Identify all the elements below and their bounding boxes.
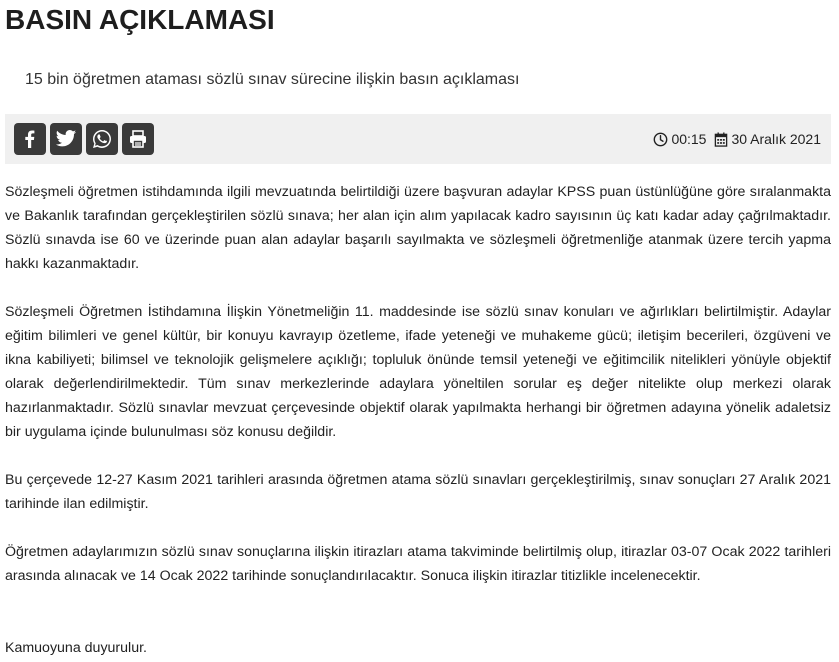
share-twitter-button[interactable]	[50, 123, 82, 155]
article-paragraph: Sözleşmeli öğretmen istihdamında ilgili mevzuatında belirtildiği üzere başvuran adaylar KPSS puan üstünlüğüne göre sıralanmakta ve Bakanlık tarafından gerçekleştirilen sözlü sınava; her alan için alım yapılacak kadro sayısının üç katı kadar aday çağrılmaktadır. Sözlü sınavda ise 60 ve üzerinde puan alan adaylar başarılı sayılmakta ve sözleşmeli öğretmenliğe atanmak üzere tercih yapma hakkı kazanmaktadır.	[5, 184, 831, 272]
article-paragraph: Sözleşmeli Öğretmen İstihdamına İlişkin Yönetmeliğin 11. maddesinde ise sözlü sınav konuları ve ağırlıkları belirtilmiştir. Adaylar eğitim bilimleri ve genel kültür, bir konuyu kavrayıp özetleme, ifade yeteneği ve muhakeme gücü; iletişim becerileri, özgüveni ve ikna kabiliyeti; bilimsel ve teknolojik gelişmelere açıklığı; topluluk önünde temsil yeteneği ve eğitimcilik nitelikleri yönüyle objektif olarak değerlendirilmektedir. Tüm sınav merkezlerinde adaylara yöneltilen sorular eş değer nitelikte olup merkezi olarak hazırlanmaktadır. Sözlü sınavlar mevzuat çerçevesinde objektif olarak yapılmakta herhangi bir öğretmen adayına yönelik adaletsiz bir uygulama içinde bulunulması söz konusu değildir.	[5, 304, 831, 440]
twitter-icon	[55, 129, 77, 149]
article-paragraph: Öğretmen adaylarımızın sözlü sınav sonuçlarına ilişkin itirazları atama takviminde belirtilmiş olup, itirazlar 03-07 Ocak 2022 tarihleri arasında alınacak ve 14 Ocak 2022 tarihinde sonuçlandırılacaktır. Sonuca ilişkin itirazlar titizlikle incelenecektir.	[5, 544, 831, 584]
article-meta	[653, 129, 821, 149]
share-facebook-button[interactable]	[14, 123, 46, 155]
print-icon	[128, 129, 148, 149]
clock-icon	[653, 132, 668, 147]
share-whatsapp-button[interactable]	[86, 123, 118, 155]
print-button[interactable]	[122, 123, 154, 155]
article-paragraph: Bu çerçevede 12-27 Kasım 2021 tarihleri arasında öğretmen atama sözlü sınavları gerçekleştirilmiş, sınav sonuçları 27 Aralık 2021 tarihinde ilan edilmiştir.	[5, 472, 831, 512]
share-toolbar	[5, 114, 831, 164]
publish-date: 30 Aralık 2021	[731, 131, 821, 147]
article-subtitle: 15 bin öğretmen ataması sözlü sınav sürecine ilişkin basın açıklaması	[25, 71, 520, 88]
closing-line: Kamuoyuna duyurulur.	[5, 640, 147, 656]
calendar-icon	[714, 132, 728, 147]
article-body	[5, 180, 831, 662]
publish-time: 00:15	[671, 131, 707, 147]
facebook-icon	[20, 129, 40, 149]
whatsapp-icon	[91, 128, 113, 150]
page-title: BASIN AÇIKLAMASI	[5, 4, 275, 35]
